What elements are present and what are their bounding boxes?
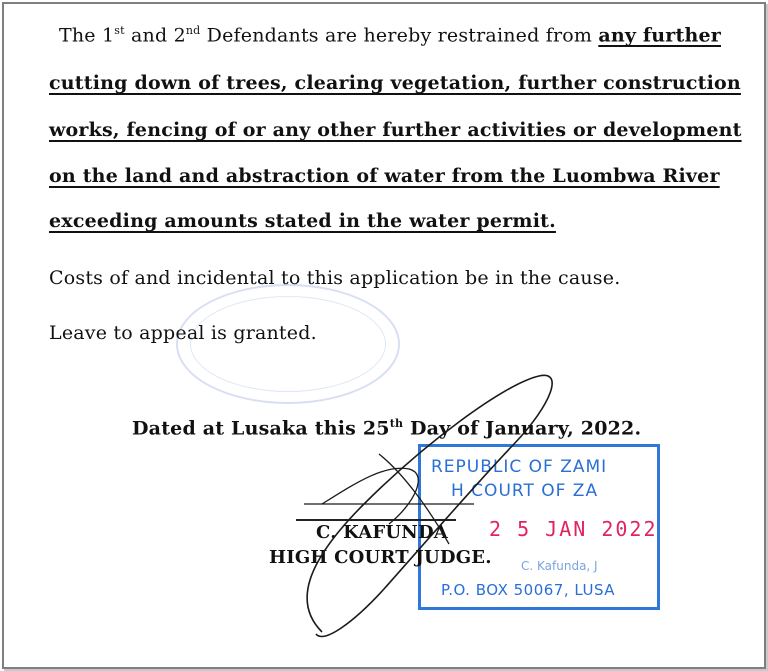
- stamp-republic: REPUBLIC OF ZAMI: [431, 457, 608, 477]
- ordinal-suffix: nd: [185, 24, 201, 37]
- dated-text: Day of January, 2022.: [403, 417, 642, 440]
- stamp-address: P.O. BOX 50067, LUSA: [441, 581, 616, 599]
- stamp-judge: C. Kafunda, J: [521, 559, 598, 573]
- order-line-3: works, fencing of or any other further activities or development: [49, 119, 742, 141]
- ordinal-suffix: st: [114, 24, 125, 37]
- ordinal-suffix: th: [389, 417, 404, 430]
- document-page: [2, 2, 766, 669]
- handwritten-signature: [4, 4, 764, 667]
- judge-title: HIGH COURT JUDGE.: [269, 547, 492, 568]
- restraint-text: any further: [598, 24, 721, 47]
- stamp-date: 2 5 JAN 2022: [489, 517, 658, 541]
- order-line-5: exceeding amounts stated in the water permit.: [49, 210, 556, 232]
- order-intro-text: The 1: [59, 24, 115, 47]
- order-intro-text: Defendants are hereby restrained from: [200, 24, 599, 47]
- costs-paragraph: Costs of and incidental to this application be in the cause.: [49, 267, 621, 289]
- order-intro-text: and 2: [124, 24, 186, 47]
- order-line-4: on the land and abstraction of water from the Luombwa River: [49, 165, 720, 187]
- order-line-2: cutting down of trees, clearing vegetation, further construction: [49, 72, 741, 94]
- judge-name: C. KAFUNDA: [316, 522, 448, 543]
- dated-text: Dated at Lusaka this 25: [132, 417, 390, 440]
- stamp-court: H COURT OF ZA: [451, 481, 599, 501]
- leave-paragraph: Leave to appeal is granted.: [49, 322, 317, 344]
